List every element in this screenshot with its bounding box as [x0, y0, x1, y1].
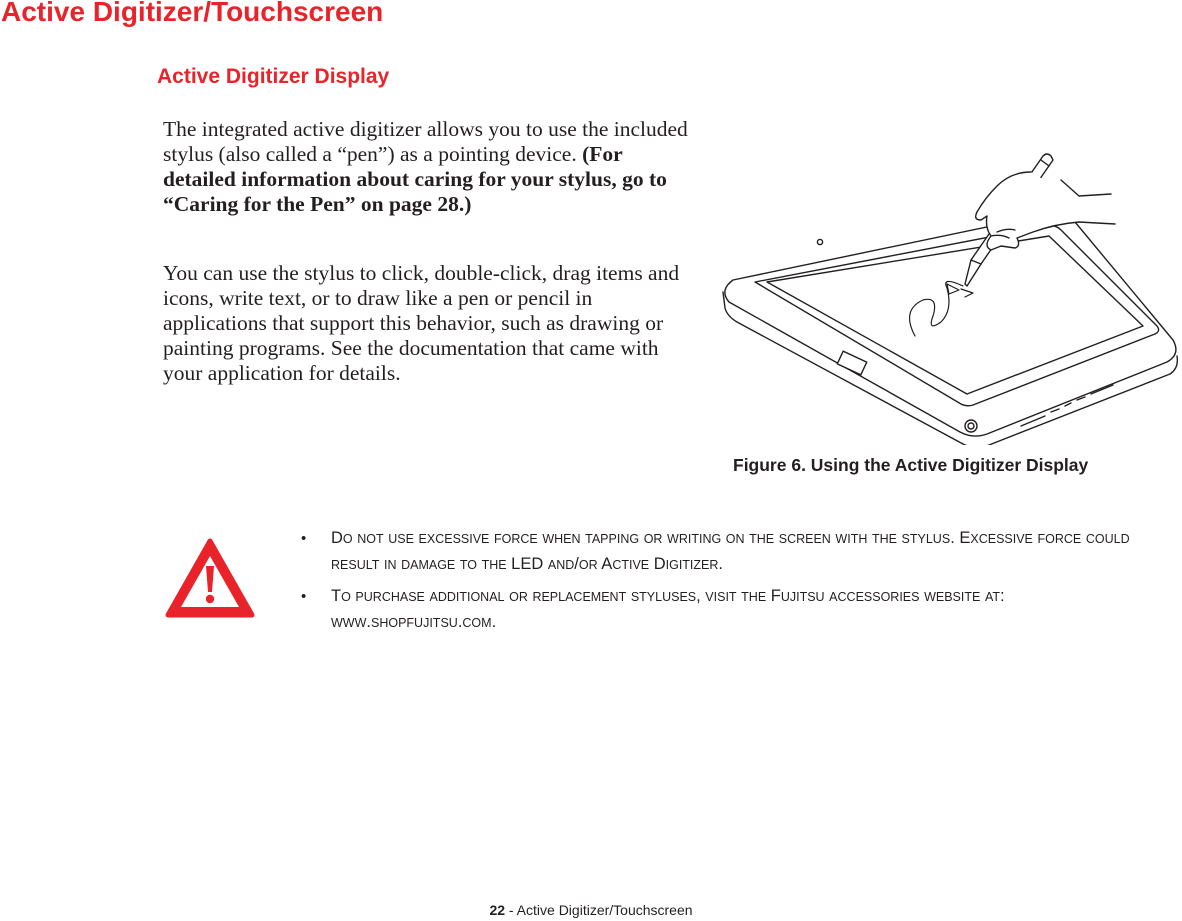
caution-note-purchase: [298, 584, 1168, 636]
caution-note-purchase-text: TO PURCHASE ADDITIONAL OR REPLACEMENT STYLUSES, VISIT THE FUJITSU ACCESSORIES WEBSITE AT: WWW.SHOPFUJITSU.COM.: [331, 587, 1005, 631]
page-title: Active Digitizer/Touchscreen: [1, 0, 384, 27]
footer-text: - Active Digitizer/Touchscreen: [505, 902, 693, 918]
caution-note-force: [298, 526, 1168, 578]
section-title: Active Digitizer Display: [157, 65, 390, 88]
page-footer: [0, 902, 1182, 918]
tablet-stylus-illustration: [715, 150, 1182, 445]
caution-notes: [298, 526, 1168, 642]
warning-exclamation-icon: [165, 538, 255, 618]
bullet-marker: •: [301, 588, 307, 605]
page-number: 22: [489, 902, 506, 918]
bullet-marker: •: [301, 530, 307, 547]
caution-note-force-text: DO NOT USE EXCESSIVE FORCE WHEN TAPPING OR WRITING ON THE SCREEN WITH THE STYLUS. EXCESSIVE FORCE COULD RESULT IN DAMAGE TO THE LED AND/OR ACTIVE DIGITIZER.: [331, 529, 1130, 573]
figure-caption: Figure 6. Using the Active Digitizer Display: [733, 455, 1089, 475]
intro-paragraph: [163, 117, 688, 217]
usage-paragraph: You can use the stylus to click, double-click, drag items and icons, write text, or to draw like a pen or pencil in applications that support this behavior, such as drawing or painting programs. See the documentation that came with your application for details.: [163, 261, 680, 385]
care-reference-text: (For detailed information about caring for your stylus, go to “Caring for the Pen” on page 28.): [163, 142, 667, 216]
intro-text: The integrated active digitizer allows you to use the included stylus (also called a “pen”) as a pointing device.: [163, 117, 688, 166]
